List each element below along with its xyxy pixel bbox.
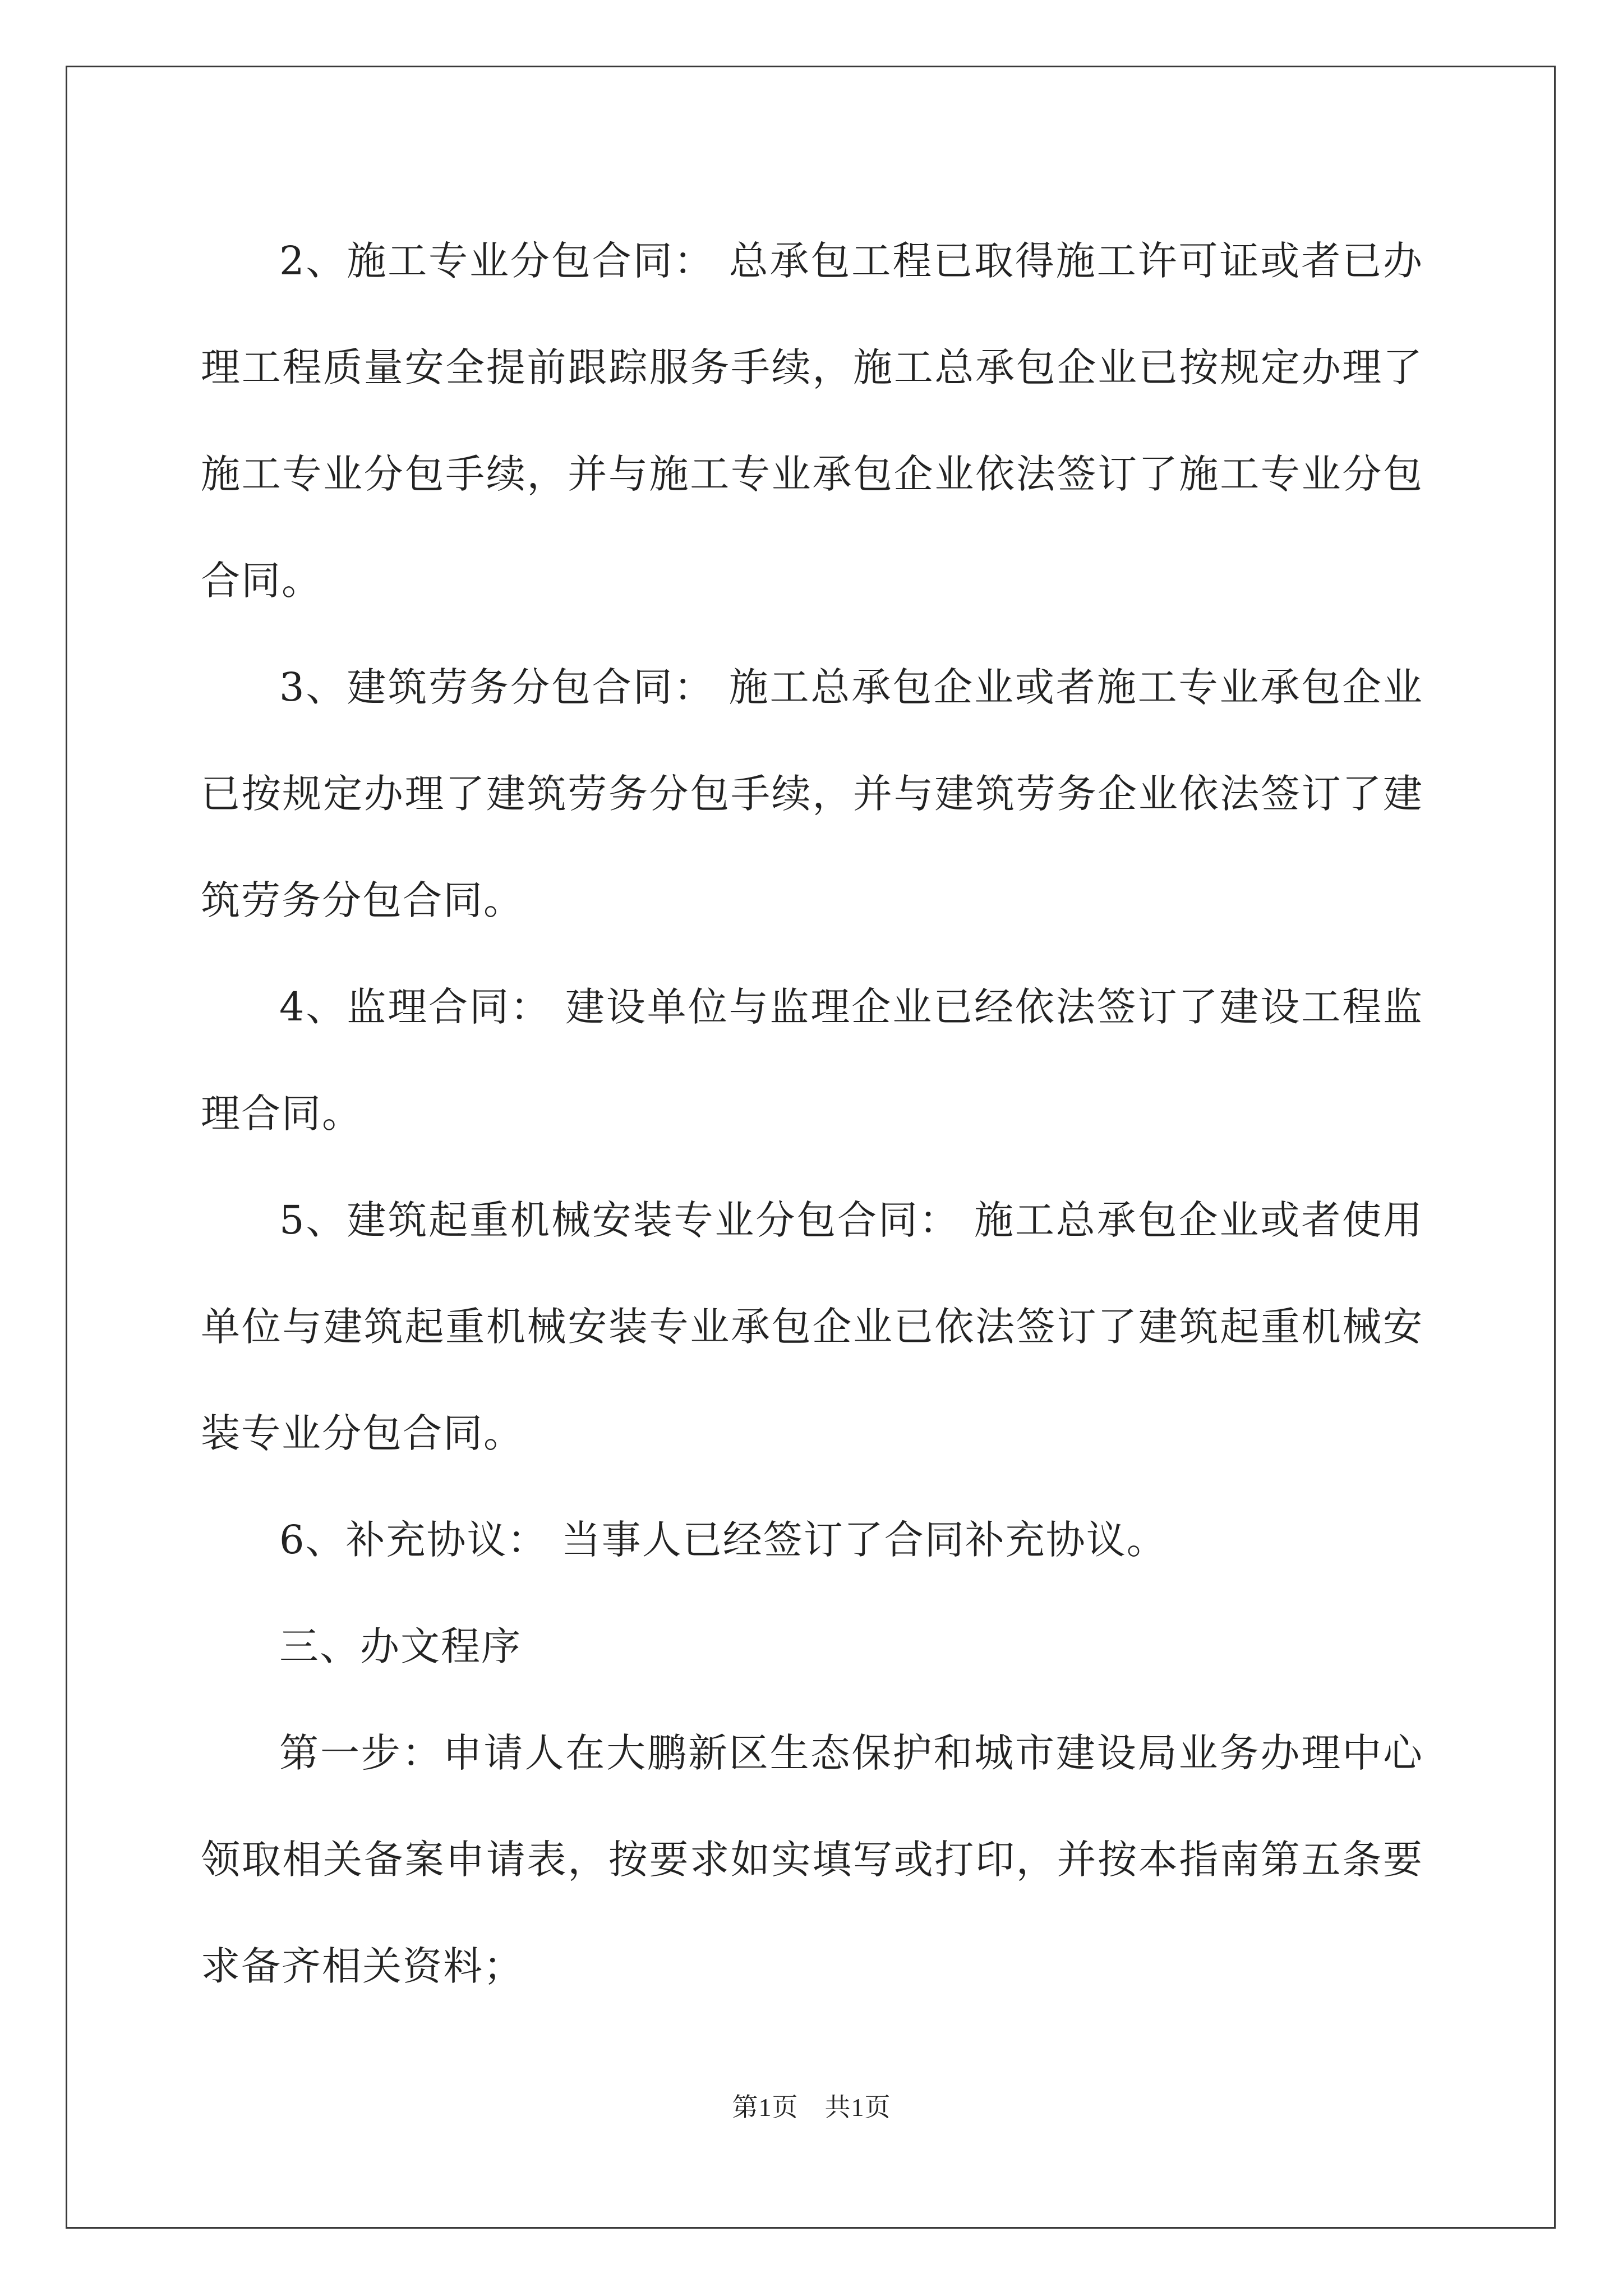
paragraph-supplementary-agreement: 6、补充协议： 当事人已经签订了合同补充协议。 (279, 1517, 1167, 1563)
section-heading-procedure: 三、办文程序 (279, 1623, 522, 1669)
paragraph-step-one: 第一步：申请人在大鹏新区生态保护和城市建设局业务办理中心领取相关备案申请表，按要求如实填写或打印，并按本指南第五条要求备齐相关资料； (201, 1730, 1423, 1989)
page-footer: 第1页 共1页 (732, 2093, 891, 2122)
paragraph-supervision-contract: 4、监理合同： 建设单位与监理企业已经依法签订了建设工程监理合同。 (201, 984, 1423, 1137)
document-body (201, 208, 1423, 2019)
paragraph-construction-subcontract: 2、施工专业分包合同： 总承包工程已取得施工许可证或者已办理工程质量安全提前跟踪服务手续，施工总承包企业已按规定办理了施工专业分包手续，并与施工专业承包企业依法签订了施工专业分包合同。 (201, 238, 1423, 604)
paragraph-crane-installation-subcontract: 5、建筑起重机械安装专业分包合同： 施工总承包企业或者使用单位与建筑起重机械安装专业承包企业已依法签订了建筑起重机械安装专业分包合同。 (201, 1197, 1423, 1456)
paragraph-labor-subcontract: 3、建筑劳务分包合同： 施工总承包企业或者施工专业承包企业已按规定办理了建筑劳务分包手续，并与建筑劳务企业依法签订了建筑劳务分包合同。 (201, 664, 1423, 923)
